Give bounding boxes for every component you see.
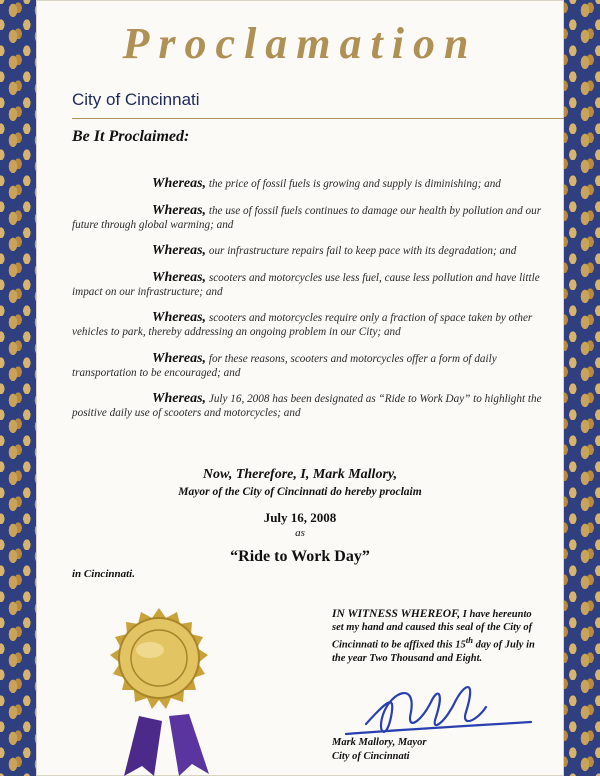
whereas-clause: Whereas, for these reasons, scooters and motorcycles offer a form of daily transportation to be encouraged; and [72,350,497,379]
witness-statement: IN WITNESS WHEREOF, I have hereunto set my hand and caused this seal of the City of Cincinnati to be affixed this 15th day of July in the year Two Thousand and Eight. [332,608,535,664]
signer-name: Mark Mallory, Mayor [332,737,427,748]
proclamation-document [36,0,564,776]
signer-title: City of Cincinnati [332,751,410,762]
whereas-clause: Whereas, July 16, 2008 has been designated as “Ride to Work Day” to highlight the positive daily use of scooters and motorcycles; and [72,391,542,420]
as-text: as [295,527,305,539]
mayor-proclaim-line: Mayor of the City of Cincinnati do hereby proclaim [178,486,422,498]
be-it-proclaimed-heading: Be It Proclaimed: [72,128,190,145]
gold-seal-icon [84,606,234,776]
now-therefore-line: Now, Therefore, I, Mark Mallory, [202,467,398,482]
document-title: Proclamation [122,19,478,68]
whereas-clauses [72,166,548,433]
whereas-clause: Whereas, our infrastructure repairs fail to keep pace with its degradation; and [152,243,517,259]
whereas-clause: Whereas, scooters and motorcycles use less fuel, cause less pollution and have little impact on our infrastructure; and [72,269,540,298]
whereas-clause: Whereas, scooters and motorcycles require only a fraction of space taken by other vehicles to park, thereby addressing an ongoing problem in our City; and [72,310,533,339]
proclaimed-day-name: “Ride to Work Day” [230,548,370,565]
in-city-text: in Cincinnati. [72,568,135,580]
whereas-clause: Whereas, the price of fossil fuels is growing and supply is diminishing; and [152,176,501,192]
divider [72,118,564,119]
proclamation-date: July 16, 2008 [263,510,337,525]
city-name: City of Cincinnati [72,90,200,109]
whereas-clause: Whereas, the use of fossil fuels continues to damage our health by pollution and our future through global warming; and [72,202,542,231]
